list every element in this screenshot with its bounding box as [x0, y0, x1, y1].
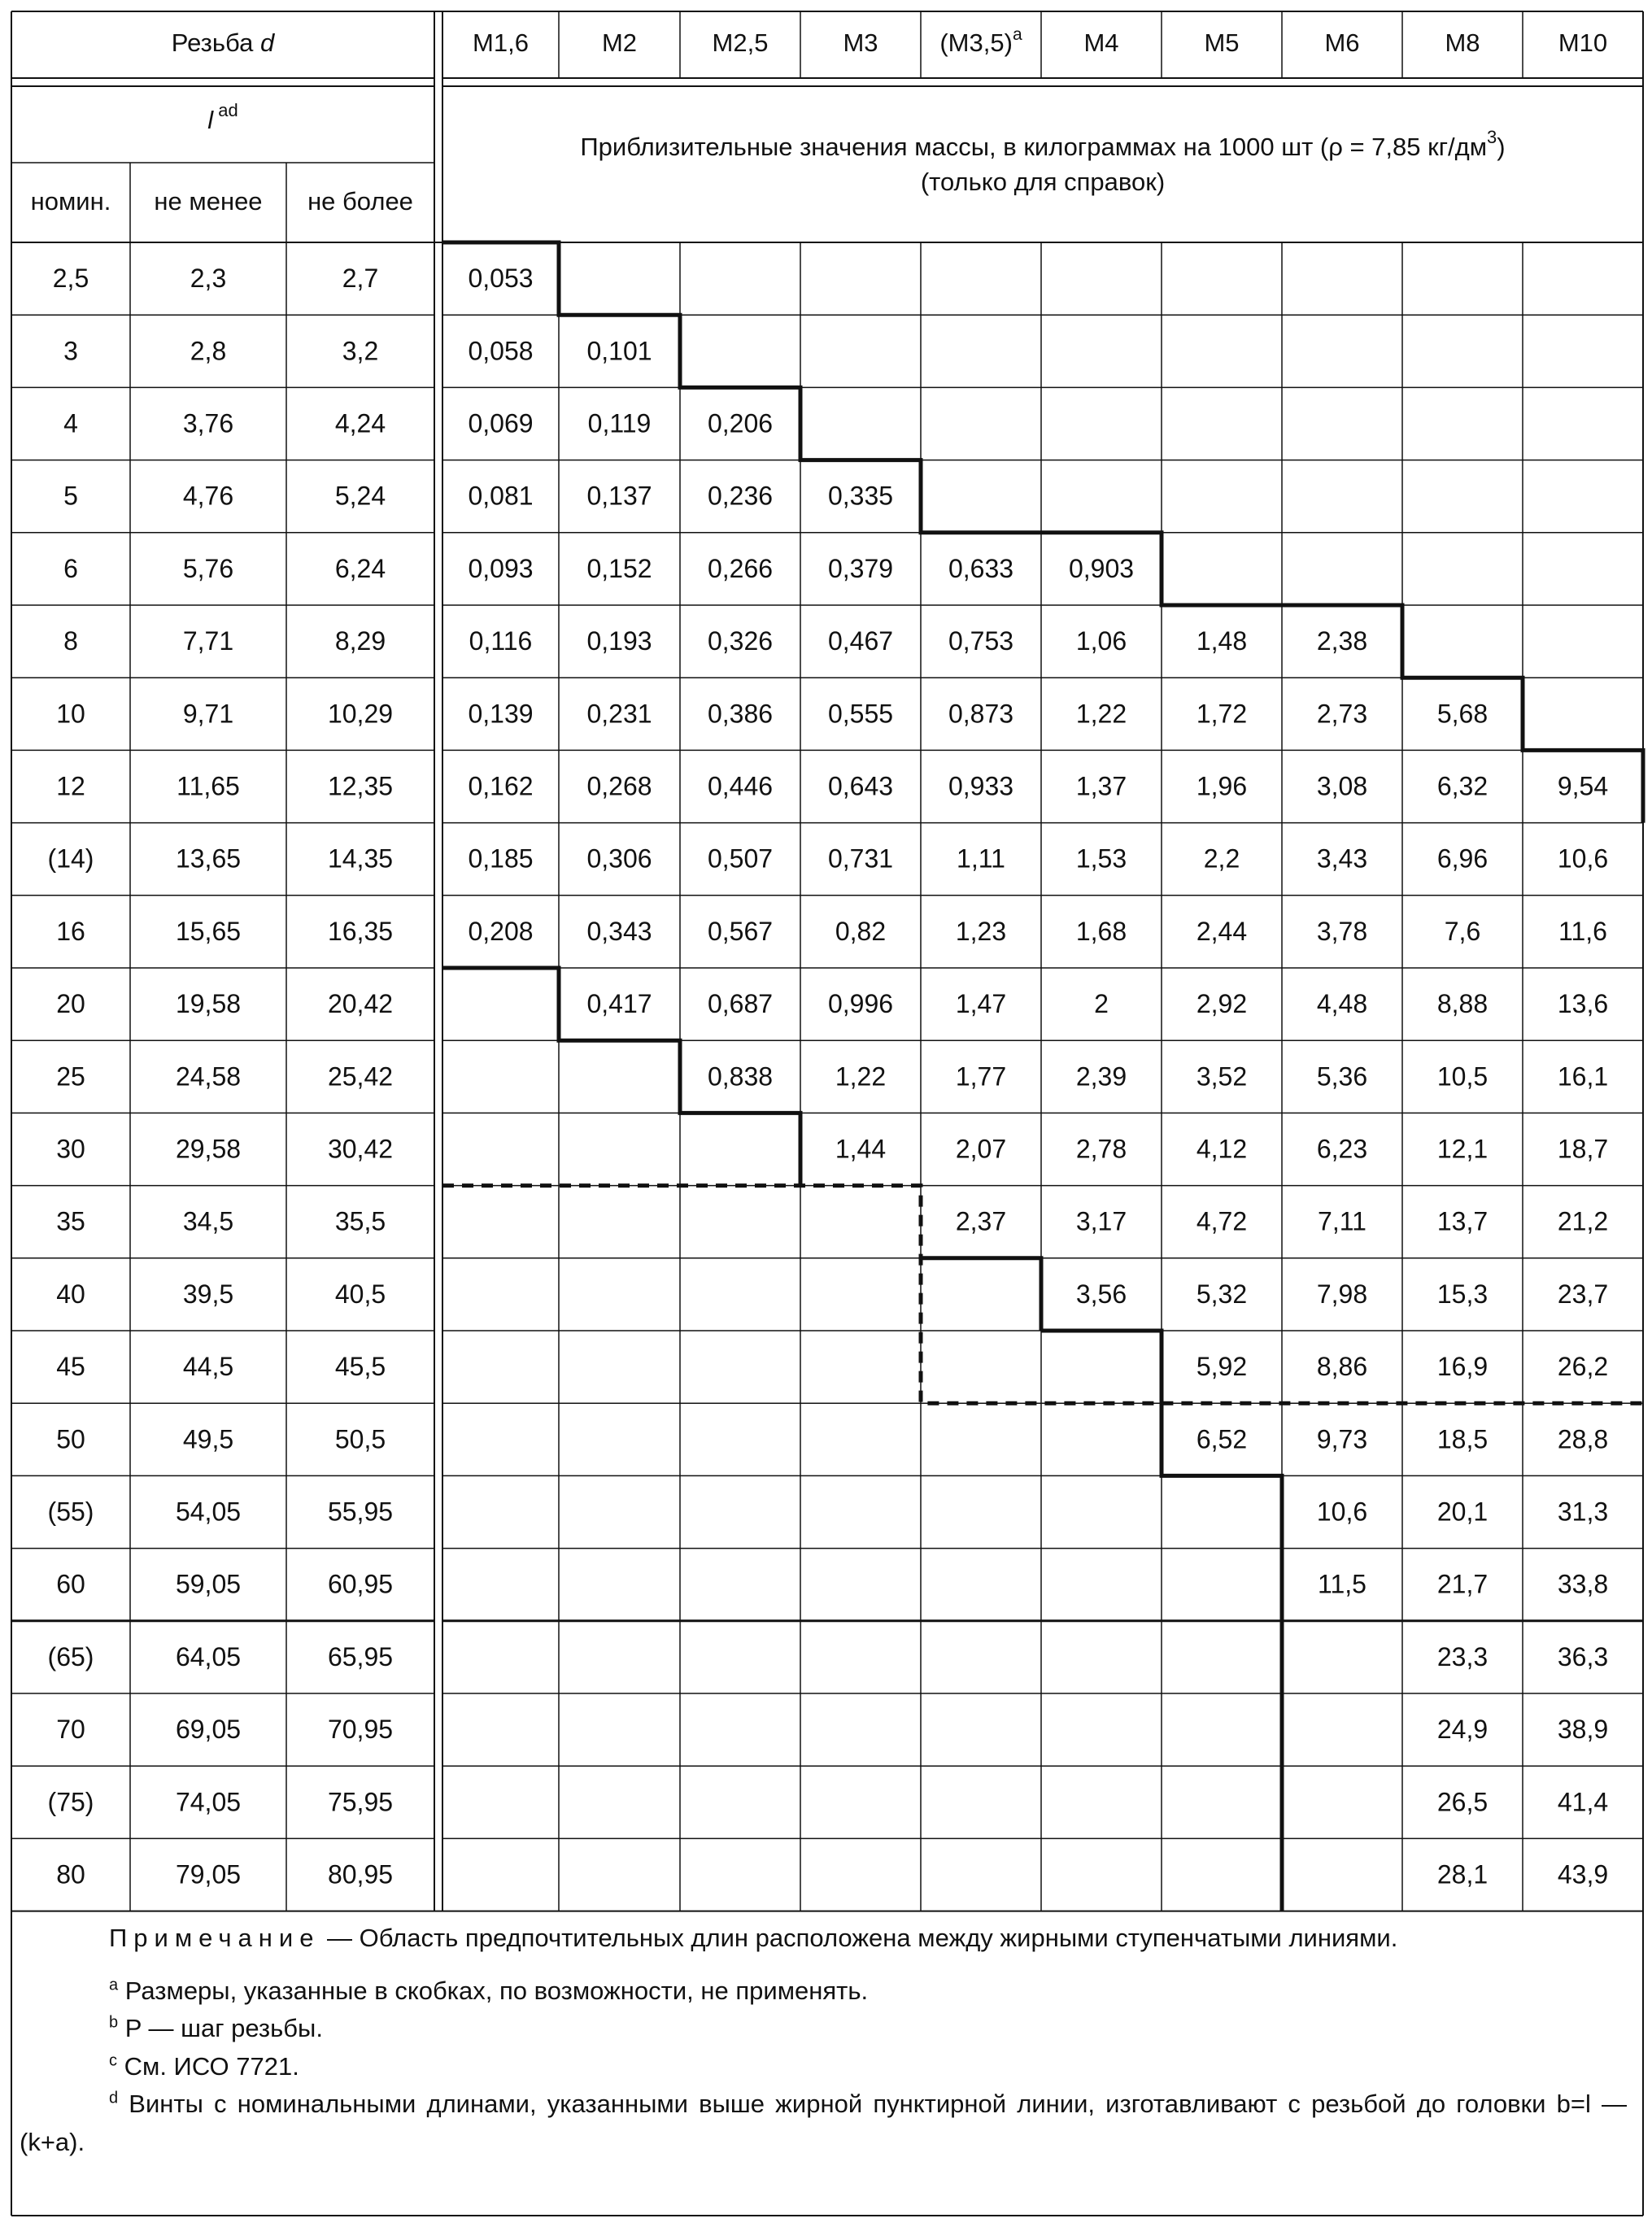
max-length: 35,5 [334, 1206, 386, 1236]
mass-value: 0,266 [707, 553, 774, 583]
length-superscript: ad [213, 100, 238, 121]
mass-value: 3,56 [1075, 1279, 1127, 1309]
max-length: 80,95 [327, 1859, 394, 1889]
mass-value: 16,1 [1557, 1061, 1609, 1092]
mass-value: 0,306 [586, 843, 652, 874]
mass-value: 1,22 [835, 1061, 887, 1092]
min-length: 19,58 [175, 989, 242, 1019]
max-length: 70,95 [327, 1715, 394, 1745]
footnote-text: См. ИСО 7721. [124, 2051, 299, 2081]
mass-value: 24,9 [1436, 1715, 1489, 1745]
mass-value: 41,4 [1557, 1787, 1609, 1817]
mass-value: 4,72 [1196, 1206, 1248, 1236]
min-length: 4,76 [182, 481, 234, 511]
mass-value: 21,7 [1436, 1569, 1489, 1599]
thread-size-5: $(М3,5)^a$ [939, 25, 1022, 58]
min-length: 2,8 [190, 336, 227, 366]
footnote-c [20, 2048, 1627, 2086]
mass-value: 6,23 [1316, 1134, 1368, 1164]
mass-value: 1,72 [1196, 699, 1248, 729]
inner-step-line [921, 1258, 1041, 1331]
min-length: 49,5 [182, 1424, 234, 1454]
mass-value: 15,3 [1436, 1279, 1489, 1309]
mass-value: 0,343 [586, 916, 652, 946]
mass-value: 0,567 [707, 916, 774, 946]
nominal-length: 50 [56, 1424, 85, 1454]
mass-value: 0,119 [587, 408, 652, 438]
thread-header: Резьба d [171, 28, 275, 58]
thread-size-1: М1,6 [473, 28, 529, 58]
mass-value: 0,116 [469, 626, 533, 656]
mass-value: 0,633 [948, 553, 1014, 583]
nominal-length: 45 [56, 1352, 85, 1382]
mass-value: 1,06 [1075, 626, 1127, 656]
note-main [20, 1920, 1627, 1958]
max-length: 55,95 [327, 1497, 394, 1527]
mass-value: 2,92 [1196, 989, 1248, 1019]
mass-value: 1,47 [955, 989, 1007, 1019]
nominal-length: 4 [63, 408, 78, 438]
max-length: 5,24 [334, 481, 386, 511]
mass-value: 6,52 [1196, 1424, 1248, 1454]
mass-value: 1,44 [835, 1134, 887, 1164]
min-length: 34,5 [182, 1206, 234, 1236]
mass-value: 7,98 [1316, 1279, 1368, 1309]
mass-value: 26,5 [1436, 1787, 1489, 1817]
thread-size-9: М8 [1445, 28, 1480, 58]
thread-size-2: М2 [601, 28, 638, 58]
mass-value: 1,22 [1075, 699, 1127, 729]
thread-size-6: М4 [1083, 28, 1119, 58]
mass-value: 0,873 [948, 699, 1014, 729]
mass-value: 0,137 [586, 481, 652, 511]
mass-value: 0,379 [827, 553, 894, 583]
mass-value: 0,053 [468, 264, 534, 294]
mass-value: 28,8 [1557, 1424, 1609, 1454]
nominal-length: 10 [56, 699, 85, 729]
mass-value: 43,9 [1557, 1859, 1609, 1889]
footnote-text: Винты с номинальными длинами, указанными выше жирной пунктирной линии, изготавливают с резьбой до головки b=l — (k+a). [20, 2090, 1627, 2156]
footnote-d [20, 2085, 1627, 2161]
mass-value: 6,96 [1436, 843, 1489, 874]
footnote-text: Размеры, указанные в скобках, по возможности, не применять. [124, 1976, 869, 2005]
mass-value: 0,069 [468, 408, 534, 438]
mass-value: 9,73 [1316, 1424, 1368, 1454]
max-length: 10,29 [327, 699, 394, 729]
min-length: 69,05 [175, 1715, 242, 1745]
mass-value: 6,32 [1436, 771, 1489, 801]
mass-value: 0,335 [827, 481, 894, 511]
nominal-length: 16 [56, 916, 85, 946]
mass-value: 31,3 [1557, 1497, 1609, 1527]
min-length: 74,05 [175, 1787, 242, 1817]
col-nominal: номин. [30, 187, 111, 216]
nominal-length: 2,5 [52, 264, 89, 294]
footnote-a [20, 1972, 1627, 2011]
note-label: Примечание [109, 1924, 320, 1952]
table-grid [11, 11, 1643, 2216]
mass-value: 2,73 [1316, 699, 1368, 729]
nominal-length: 35 [56, 1206, 85, 1236]
mass-value: 5,68 [1436, 699, 1489, 729]
mass-value: 0,093 [468, 553, 534, 583]
max-length: 40,5 [334, 1279, 386, 1309]
mass-value: 0,643 [827, 771, 894, 801]
nominal-length: 12 [56, 771, 85, 801]
thread-size-4: М3 [843, 28, 878, 58]
mass-value: 12,1 [1436, 1134, 1489, 1164]
note-text: — Область предпочтительных длин расположена между жирными ступенчатыми линиями. [320, 1924, 1398, 1952]
mass-value: 0,933 [948, 771, 1014, 801]
mass-value: 0,152 [586, 553, 652, 583]
mass-value: 8,86 [1316, 1352, 1368, 1382]
mass-value: 3,17 [1075, 1206, 1127, 1236]
mass-value: 8,88 [1436, 989, 1489, 1019]
min-length: 9,71 [182, 699, 234, 729]
mass-value: 0,139 [468, 699, 534, 729]
max-length: 30,42 [327, 1134, 394, 1164]
footnote-mark: b [109, 2013, 119, 2032]
size-superscript: a [1012, 25, 1022, 45]
nominal-length: 40 [56, 1279, 85, 1309]
mass-value: 0,326 [707, 626, 774, 656]
mass-caption-line2: (только для справок) [920, 168, 1166, 197]
footnote-b [20, 2010, 1627, 2048]
thread-size-10: М10 [1558, 28, 1608, 58]
nominal-length: 80 [56, 1859, 85, 1889]
col-max: не более [307, 187, 413, 216]
mass-value: 3,08 [1316, 771, 1368, 801]
mass-value: 2,78 [1075, 1134, 1127, 1164]
mass-value: 1,77 [955, 1061, 1007, 1092]
mass-value: 2,38 [1316, 626, 1368, 656]
max-length: 8,29 [334, 626, 386, 656]
max-length: 4,24 [334, 408, 386, 438]
min-length: 3,76 [182, 408, 234, 438]
nominal-length: 3 [63, 336, 78, 366]
mass-value: 10,6 [1316, 1497, 1368, 1527]
mass-value: 0,687 [707, 989, 774, 1019]
mass-value: 2,37 [955, 1206, 1007, 1236]
mass-value: 0,101 [586, 336, 652, 366]
mass-value: 3,78 [1316, 916, 1368, 946]
nominal-length: 20 [56, 989, 85, 1019]
mass-value: 1,48 [1196, 626, 1248, 656]
mass-value: 0,753 [948, 626, 1014, 656]
nominal-length: (14) [47, 843, 94, 874]
mass-value: 0,208 [468, 916, 534, 946]
mass-value: 0,467 [827, 626, 894, 656]
footnote-mark: a [109, 1976, 119, 1994]
mass-value: 0,081 [468, 481, 534, 511]
max-length: 65,95 [327, 1641, 394, 1671]
max-length: 60,95 [327, 1569, 394, 1599]
footnote-text: P — шаг резьбы. [124, 2014, 323, 2042]
notes-section [11, 1913, 1635, 2161]
mass-value: 5,36 [1316, 1061, 1368, 1092]
mass-value: 28,1 [1436, 1859, 1489, 1889]
length-header [207, 100, 238, 134]
mass-caption-close: ) [1497, 133, 1506, 162]
col-min: не менее [154, 187, 263, 216]
thread-size-7: М5 [1204, 28, 1240, 58]
mass-value: 0,206 [707, 408, 774, 438]
min-length: 44,5 [182, 1352, 234, 1382]
mass-value: 0,446 [707, 771, 774, 801]
nominal-length: (75) [47, 1787, 94, 1817]
min-length: 59,05 [175, 1569, 242, 1599]
mass-value: 11,5 [1318, 1569, 1366, 1599]
mass-value: 18,7 [1557, 1134, 1609, 1164]
max-length: 50,5 [334, 1424, 386, 1454]
max-length: 14,35 [327, 843, 394, 874]
mass-value: 5,32 [1196, 1279, 1248, 1309]
mass-value: 0,555 [827, 699, 894, 729]
mass-value: 7,6 [1444, 916, 1481, 946]
nominal-length: 6 [63, 553, 78, 583]
min-length: 11,65 [177, 771, 240, 801]
mass-value: 2 [1094, 989, 1109, 1019]
mass-value: 0,162 [468, 771, 534, 801]
mass-value: 0,903 [1068, 553, 1135, 583]
mass-value: 16,9 [1436, 1352, 1489, 1382]
mass-value: 0,82 [835, 916, 887, 946]
max-length: 6,24 [334, 553, 386, 583]
max-length: 2,7 [342, 264, 379, 294]
nominal-length: 60 [56, 1569, 85, 1599]
mass-value: 3,43 [1316, 843, 1368, 874]
mass-value: 23,3 [1436, 1641, 1489, 1671]
mass-value: 0,731 [827, 843, 894, 874]
mass-value: 1,11 [957, 843, 1005, 874]
mass-value: 4,48 [1316, 989, 1368, 1019]
thread-size-8: М6 [1324, 28, 1360, 58]
nominal-length: 70 [56, 1715, 85, 1745]
mass-value: 13,7 [1436, 1206, 1489, 1236]
mass-value: 13,6 [1557, 989, 1609, 1019]
mass-value: 1,68 [1075, 916, 1127, 946]
nominal-length: 25 [56, 1061, 85, 1092]
mass-value: 11,6 [1558, 916, 1607, 946]
footnote-mark: c [109, 2051, 117, 2070]
mass-value: 5,92 [1196, 1352, 1248, 1382]
mass-value: 10,5 [1436, 1061, 1489, 1092]
min-length: 39,5 [182, 1279, 234, 1309]
table-cells [31, 25, 1609, 1889]
mass-value: 7,11 [1318, 1206, 1366, 1236]
max-length: 25,42 [327, 1061, 394, 1092]
mass-value: 2,2 [1203, 843, 1240, 874]
mass-value: 0,417 [586, 989, 652, 1019]
max-length: 20,42 [327, 989, 394, 1019]
mass-value: 23,7 [1557, 1279, 1609, 1309]
max-length: 12,35 [327, 771, 394, 801]
mass-value: 1,37 [1075, 771, 1127, 801]
mass-caption-sup: 3 [1487, 127, 1497, 148]
mass-value: 0,231 [586, 699, 652, 729]
min-length: 64,05 [175, 1641, 242, 1671]
mass-value: 18,5 [1436, 1424, 1489, 1454]
max-length: 3,2 [342, 336, 379, 366]
max-length: 16,35 [327, 916, 394, 946]
mass-value: 10,6 [1557, 843, 1609, 874]
mass-value: 2,39 [1075, 1061, 1127, 1092]
mass-value: 0,236 [707, 481, 774, 511]
min-length: 7,71 [182, 626, 234, 656]
min-length: 2,3 [190, 264, 227, 294]
mass-value: 2,44 [1196, 916, 1248, 946]
nominal-length: 5 [63, 481, 78, 511]
thread-size-3: М2,5 [712, 28, 769, 58]
nominal-length: (65) [47, 1641, 94, 1671]
min-length: 13,65 [175, 843, 242, 874]
mass-value: 26,2 [1557, 1352, 1609, 1382]
mass-value: 0,058 [468, 336, 534, 366]
mass-value: 21,2 [1557, 1206, 1609, 1236]
max-length: 75,95 [327, 1787, 394, 1817]
min-length: 29,58 [175, 1134, 242, 1164]
min-length: 5,76 [182, 553, 234, 583]
mass-caption: Приблизительные значения массы, в килограммах на 1000 шт (ρ = 7,85 $кг/дм^3$) [580, 127, 1506, 162]
mass-value: 20,1 [1436, 1497, 1489, 1527]
mass-value: 0,268 [586, 771, 652, 801]
nominal-length: 30 [56, 1134, 85, 1164]
mass-value: 2,07 [955, 1134, 1007, 1164]
mass-value: 3,52 [1196, 1061, 1248, 1092]
mass-value: 0,838 [707, 1061, 774, 1092]
nominal-length: 8 [63, 626, 78, 656]
thread-symbol: d [259, 28, 275, 58]
mass-value: 33,8 [1557, 1569, 1609, 1599]
min-length: 15,65 [175, 916, 242, 946]
mass-value: 0,507 [707, 843, 774, 874]
mass-value: 0,185 [468, 843, 534, 874]
min-length: 54,05 [175, 1497, 242, 1527]
nominal-length: (55) [47, 1497, 94, 1527]
mass-value: 1,53 [1075, 843, 1127, 874]
max-length: 45,5 [334, 1352, 386, 1382]
footnote-mark: d [109, 2089, 119, 2107]
mass-value: 1,96 [1196, 771, 1248, 801]
mass-value: 0,386 [707, 699, 774, 729]
mass-value: 0,193 [586, 626, 652, 656]
min-length: 79,05 [175, 1859, 242, 1889]
mass-value: 38,9 [1557, 1715, 1609, 1745]
length-symbol: l [207, 106, 214, 135]
mass-value: 36,3 [1557, 1641, 1609, 1671]
mass-value: 0,996 [827, 989, 894, 1019]
mass-value: 1,23 [955, 916, 1007, 946]
mass-value: 9,54 [1557, 771, 1609, 801]
mass-value: 4,12 [1196, 1134, 1248, 1164]
min-length: 24,58 [175, 1061, 242, 1092]
